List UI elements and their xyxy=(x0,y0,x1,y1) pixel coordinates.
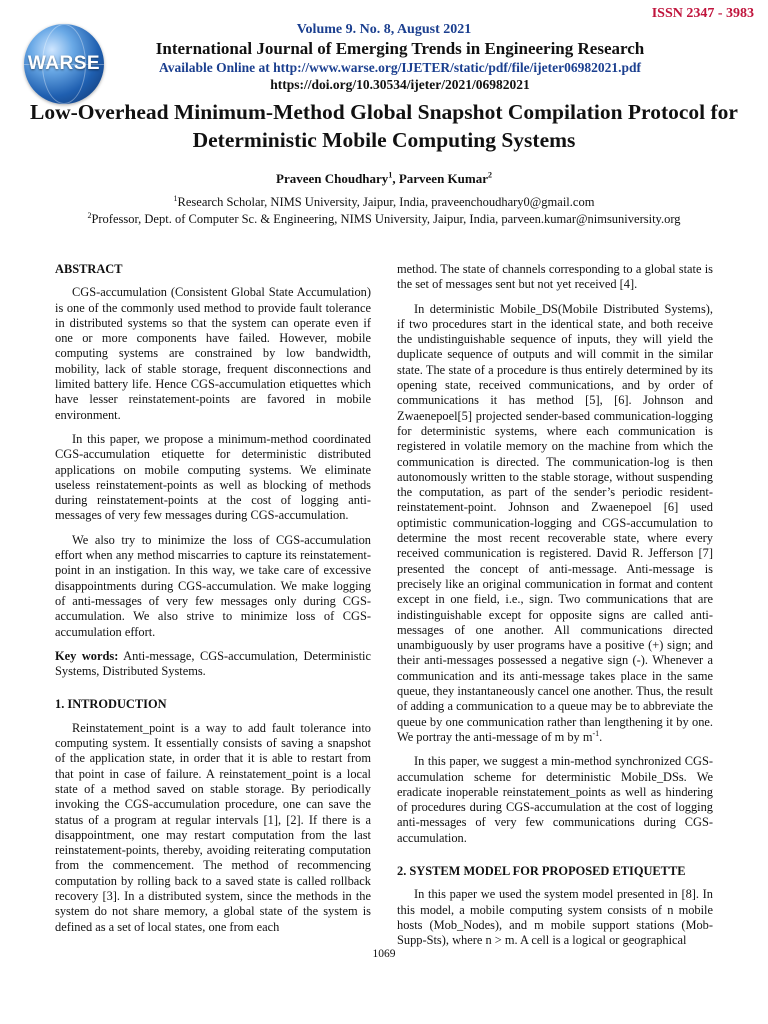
affiliation-1-text: Research Scholar, NIMS University, Jaipur, India, praveenchoudhary0@gmail.com xyxy=(177,195,595,209)
abstract-heading: ABSTRACT xyxy=(55,262,123,276)
abstract-paragraph-1: CGS-accumulation (Consistent Global State Accumulation) is one of the commonly used method to provide fault tolerance in distributed systems so that the system can operate even if one or more components have failed. However, mobile computing systems are constrained by low bandwidth, mobility, lack of stable storage, frequent disconnections and limited battery life. Hence CGS-accumulation etiquettes which have lesser reinstatement-points are favored in mobile environment. xyxy=(55,285,371,422)
author-1-sup: 1 xyxy=(388,170,393,180)
affiliation-2-sup: 2 xyxy=(87,210,92,220)
introduction-paragraph-1: Reinstatement_point is a way to add fault tolerance into computing system. It essentially consists of saving a snapshot of the application state, in order that it is able to restart from that point in case of failure. A reinstatement_point is a local state of a method saved on stable storage. By periodically invoking the CGS-accumulation procedure, one can save the status of a program at regular intervals [1], [2]. If there is a disappointment, one may restart computation from the last reinstatement-points, thereby, avoiding reiterating computation from the commencement. The method of recommencing computation by rolling back to a saved state is called rollback recovery [3]. In a distributed system, since the methods in the system do not share memory, a global state of the system is defined as a set of local states, one from each xyxy=(55,720,371,934)
author-1: Praveen Choudhary xyxy=(276,171,389,186)
affiliation-2-text: Professor, Dept. of Computer Sc. & Engineering, NIMS University, Jaipur, India, parveen.kumar@nimsuniversity.org xyxy=(91,212,681,226)
anti-message-superscript: -1 xyxy=(592,728,600,738)
keywords-text: Anti-message, CGS-accumulation, Deterministic Systems, Distributed Systems. xyxy=(55,648,371,679)
introduction-heading: 1. INTRODUCTION xyxy=(55,697,167,712)
affiliation-2 xyxy=(0,212,768,227)
intro-paragraph-2-end: . xyxy=(599,729,603,744)
abstract-paragraph-2: In this paper, we propose a minimum-method coordinated CGS-accumulation etiquette for deterministic distributed applications on mobile computing systems. We eliminate useless reinstatement-points as well as blocking of methods during reinstatement-points at the cost of logging anti-messages of very few messages during CGS-accumulation. xyxy=(55,431,371,523)
keywords xyxy=(55,649,371,680)
intro-paragraph-3: In this paper, we suggest a min-method synchronized CGS-accumulation scheme for deterministic Mobile_DSs. We eradicate inoperable reinstatement_points as well as hindering of procedures during CGS-accumulation at the cost of logging anti-messages of very few communications during CGS-accumulation. xyxy=(397,754,713,845)
intro-paragraph-2 xyxy=(397,302,713,746)
left-column xyxy=(55,262,371,944)
right-column xyxy=(397,262,713,957)
abstract-paragraph-3: We also try to minimize the loss of CGS-accumulation effort when any method miscarries to capture its reinstatement-point in an instigation. In this way, we take care of excessive disappointments during CGS-accumulation. We make logging of anti-messages of very few messages only during CGS-accumulation. We also strive to minimize loss of CGS-accumulation effort. xyxy=(55,532,371,639)
author-2: Parveen Kumar xyxy=(398,171,488,186)
paper-title: Low-Overhead Minimum-Method Global Snapshot Compilation Protocol for Deterministic Mobile Computing Systems xyxy=(30,100,738,152)
doi-link[interactable]: https://doi.org/10.30534/ijeter/2021/06982021 xyxy=(270,77,530,92)
affiliation-1 xyxy=(0,195,768,210)
authors xyxy=(0,171,768,187)
page-number: 1069 xyxy=(372,948,396,960)
author-2-sup: 2 xyxy=(487,170,492,180)
volume-info: Volume 9. No. 8, August 2021 xyxy=(296,22,472,37)
affiliation-1-sup: 1 xyxy=(173,193,178,203)
available-online-link[interactable]: Available Online at http://www.warse.org/IJETER/static/pdf/file/ijeter06982021.pdf xyxy=(159,60,641,75)
intro-paragraph-2-text: In deterministic Mobile_DS(Mobile Distributed Systems), if two procedures start in the identical state, and both receive the undistinguishable sequence of inputs, they will yield the duplicate sequence of outputs and will commit in the similar state. The state of a procedure is thus entirely determined by its opening state, received communications, and by order of communications it has method [5], [6]. Johnson and Zwaenepoel[5] projected sender-based communication-logging for deterministic systems, where each communication is registered in volatile memory on the machine from which the communication is directed. The communication-log is then autonomously written to the stable storage, without suspending the computation, as part of the sender’s periodic resident-reinstatement-point. Johnson and Zwaenepoel [6] used optimistic communication-logging and CGS-accumulation to determine the most recent recoverable state, where every received communication is registered. David R. Jefferson [7] presented the concept of anti-message. Anti-message is precisely like an original communication in format and content except in one field, i.e., sign. Two communications that are indistinguishable except for opposite signs are called anti-messages of one another. All communications directed unambiguously by user programs have a positive (+) sign; and their anti-messages possessed a negative sign (-). Whenever a communication and its anti-message takes place in the same queue, they instantaneously cancel one another. Thus, the result of adding a communication to a queue may be to abbreviate the queue by one communication rather than lengthening it by one. We portray the anti-message of m by m xyxy=(397,301,713,744)
issn: ISSN 2347 - 3983 xyxy=(651,6,754,21)
author-separator: , xyxy=(392,171,399,186)
journal-name: International Journal of Emerging Trends in Engineering Research xyxy=(155,39,645,58)
intro-continued-paragraph: method. The state of channels corresponding to a global state is the set of messages sent but not yet received [4]. xyxy=(397,262,713,292)
system-model-paragraph-1: In this paper we used the system model presented in [8]. In this model, a mobile computing system consists of n mobile hosts (Mob_Nodes), and m mobile support stations (Mob-Supp-Sts), where n > m. A cell is a logical or geographical xyxy=(397,887,713,948)
system-model-heading: 2. SYSTEM MODEL FOR PROPOSED ETIQUETTE xyxy=(397,863,686,878)
logo-text: WARSE xyxy=(27,53,101,74)
keywords-label: Key words: xyxy=(55,648,119,663)
